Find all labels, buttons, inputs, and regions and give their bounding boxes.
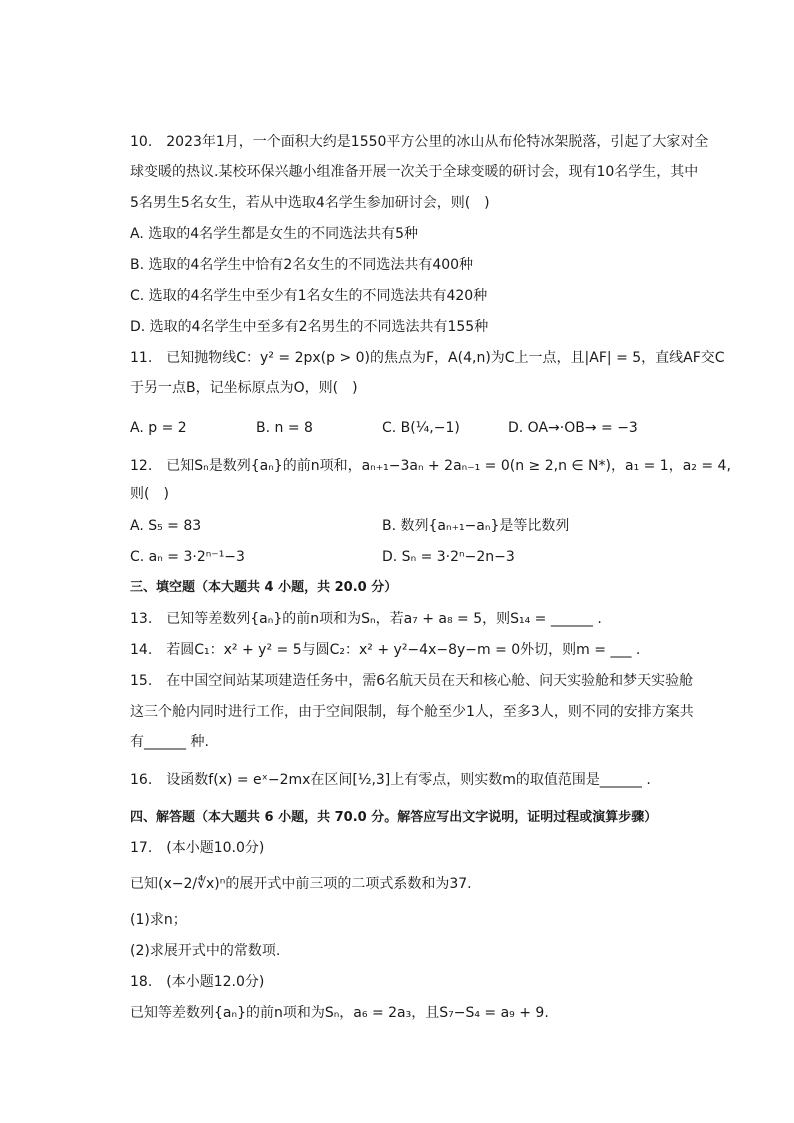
q15-line-2: 这三个舱内同时进行工作，由于空间限制，每个舱至少1人，至多3人，则不同的安排方案共 xyxy=(130,704,694,720)
q14: 14. 若圆C₁：x² + y² = 5与圆C₂：x² + y²−4x−8y−m = 0外切，则m = ___ . xyxy=(130,642,641,658)
q10-option-c: C. 选取的4名学生中至少有1名女生的不同选法共有420种 xyxy=(130,288,488,304)
q17-part-1: (1)求n； xyxy=(130,912,187,928)
q11-line-2: 于另一点B，记坐标原点为O，则( ) xyxy=(130,380,358,396)
q12-option-a: A. S₅ = 83 xyxy=(130,518,202,534)
q18-heading: 18. (本小题12.0分) xyxy=(130,974,265,990)
q18-stem: 已知等差数列{aₙ}的前n项和为Sₙ，a₆ = 2a₃，且S₇−S₄ = a₉ + 9. xyxy=(130,1005,549,1021)
q10-line-2: 球变暖的热议.某校环保兴趣小组准备开展一次关于全球变暖的研讨会，现有10名学生，其中 xyxy=(130,164,699,180)
q10-option-d: D. 选取的4名学生中至多有2名男生的不同选法共有155种 xyxy=(130,319,489,335)
q11-option-c: C. B(¼,−1) xyxy=(382,420,460,436)
q12-option-b: B. 数列{aₙ₊₁−aₙ}是等比数列 xyxy=(382,518,570,534)
q11-line-1: 11. 已知抛物线C：y² = 2px(p > 0)的焦点为F，A(4,n)为C上一点，且|AF| = 5，直线AF交C xyxy=(130,350,725,366)
q10-line-3: 5名男生5名女生，若从中选取4名学生参加研讨会，则( ) xyxy=(130,195,490,211)
q10-option-a: A. 选取的4名学生都是女生的不同选法共有5种 xyxy=(130,226,419,242)
q11-option-a: A. p = 2 xyxy=(130,420,187,436)
q11-option-b: B. n = 8 xyxy=(256,420,313,436)
q13: 13. 已知等差数列{aₙ}的前n项和为Sₙ，若a₇ + a₈ = 5，则S₁₄ = ______ . xyxy=(130,611,602,627)
q15-line-3: 有______ 种. xyxy=(130,734,209,750)
q17-stem: 已知(x−2/∜x)ⁿ的展开式中前三项的二项式系数和为37. xyxy=(130,876,472,892)
q16: 16. 设函数f(x) = eˣ−2mx在区间[½,3]上有零点，则实数m的取值范围是______ . xyxy=(130,772,651,788)
q12-line-1: 12. 已知Sₙ是数列{aₙ}的前n项和，aₙ₊₁−3aₙ + 2aₙ₋₁ = 0(n ≥ 2,n ∈ N*)，a₁ = 1，a₂ = 4, xyxy=(130,458,731,474)
section-3-heading: 三、填空题（本大题共 4 小题，共 20.0 分） xyxy=(130,580,398,595)
section-4-heading: 四、解答题（本大题共 6 小题，共 70.0 分。解答应写出文字说明，证明过程或演算步骤） xyxy=(130,810,658,825)
q12-option-d: D. Sₙ = 3·2ⁿ−2n−3 xyxy=(382,549,515,565)
q10-line-1: 10. 2023年1月，一个面积大约是1550平方公里的冰山从布伦特冰架脱落，引起了大家对全 xyxy=(130,134,709,150)
q10-option-b: B. 选取的4名学生中恰有2名女生的不同选法共有400种 xyxy=(130,257,474,273)
q12-option-c: C. aₙ = 3·2ⁿ⁻¹−3 xyxy=(130,549,245,565)
q12-line-2: 则( ) xyxy=(130,486,169,502)
q17-heading: 17. (本小题10.0分) xyxy=(130,840,265,856)
q17-part-2: (2)求展开式中的常数项. xyxy=(130,943,281,959)
q15-line-1: 15. 在中国空间站某项建造任务中，需6名航天员在天和核心舱、问天实验舱和梦天实验舱 xyxy=(130,673,694,689)
q11-option-d: D. OA→·OB→ = −3 xyxy=(508,420,638,436)
